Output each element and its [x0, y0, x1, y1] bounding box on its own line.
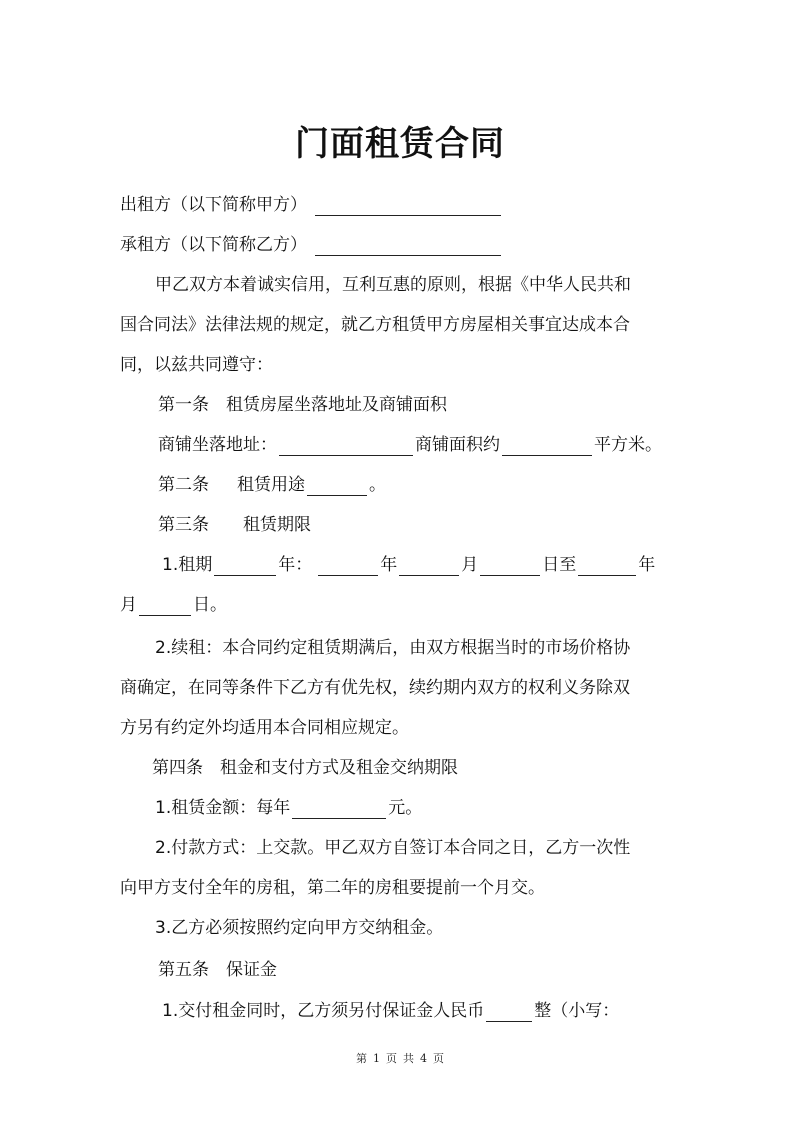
end-day-blank[interactable] — [139, 597, 191, 616]
term-year-unit: 年： — [278, 555, 313, 575]
end-year-blank[interactable] — [578, 557, 636, 576]
term-label: 1.租期 — [162, 555, 213, 575]
renewal-line-1: 2.续租：本合同约定租赁期满后，由双方根据当时的市场价格协 — [155, 638, 631, 658]
end-year-label: 年 — [638, 555, 656, 575]
start-year-blank[interactable] — [318, 557, 378, 576]
lessor-line — [120, 194, 503, 216]
renewal-line-2: 商确定，在同等条件下乙方有优先权，续约期内双方的权利义务除双 — [120, 678, 630, 698]
rent-label: 1.租赁金额：每年 — [155, 798, 291, 818]
article-3-term-line-2 — [120, 594, 227, 616]
area-blank[interactable] — [502, 437, 592, 456]
article-4-item-3: 3.乙方必须按照约定向甲方交纳租金。 — [155, 918, 444, 938]
article-4-heading: 第四条 租金和支付方式及租金交纳期限 — [152, 758, 458, 778]
lessee-label: 承租方（以下简称乙方） — [120, 235, 307, 255]
preamble-line-3: 同，以兹共同遵守： — [120, 355, 273, 375]
payment-line-1: 2.付款方式：上交款。甲乙双方自签订本合同之日，乙方一次性 — [155, 838, 631, 858]
footer-total-word: 共 — [403, 1052, 414, 1065]
article-1-address-line — [158, 434, 662, 456]
end-day-label: 日。 — [193, 595, 227, 615]
article-2-heading: 第二条 — [158, 475, 209, 495]
deposit-lowercase-label: 整（小写： — [534, 1001, 620, 1021]
payment-line-2: 向甲方支付全年的房租，第二年的房租要提前一个月交。 — [120, 878, 545, 898]
deposit-label: 1.交付租金同时，乙方须另付保证金人民币 — [162, 1001, 485, 1021]
start-month-label: 月 — [461, 555, 479, 575]
article-3-term-line — [162, 554, 655, 576]
end-month-label: 月 — [120, 595, 137, 615]
term-years-blank[interactable] — [214, 557, 276, 576]
article-5-heading: 第五条 保证金 — [158, 960, 277, 980]
footer-page-unit: 页 — [386, 1052, 397, 1065]
preamble-line-2: 国合同法》法律法规的规定，就乙方租赁甲方房屋相关事宜达成本合 — [120, 315, 630, 335]
article-2-text: 租赁用途 — [237, 475, 305, 495]
footer-total-number: 4 — [420, 1052, 427, 1065]
article-3-heading: 第三条 租赁期限 — [158, 515, 311, 535]
renewal-line-3: 方另有约定外均适用本合同相应规定。 — [120, 718, 409, 738]
footer-total-unit: 页 — [433, 1052, 444, 1065]
page-title: 门面租赁合同 — [295, 124, 505, 164]
lessor-blank[interactable] — [315, 197, 501, 216]
preamble-line-1: 甲乙双方本着诚实信用，互利互惠的原则，根据《中华人民共和 — [155, 275, 631, 295]
lessee-line — [120, 234, 503, 256]
area-label: 商铺面积约 — [415, 435, 500, 455]
start-month-blank[interactable] — [399, 557, 459, 576]
rent-unit: 元。 — [388, 798, 423, 818]
rent-amount-blank[interactable] — [292, 800, 386, 819]
deposit-line — [162, 1000, 619, 1022]
article-1-heading: 第一条 租赁房屋坐落地址及商铺面积 — [158, 395, 447, 415]
footer-page-word: 第 — [356, 1052, 367, 1065]
address-label: 商铺坐落地址： — [158, 435, 277, 455]
article-2-end: 。 — [369, 475, 386, 495]
deposit-amount-blank[interactable] — [486, 1003, 532, 1022]
start-day-blank[interactable] — [480, 557, 540, 576]
lessee-blank[interactable] — [315, 237, 501, 256]
start-day-to-label: 日至 — [542, 555, 577, 575]
use-blank[interactable] — [307, 477, 367, 496]
area-unit: 平方米。 — [594, 435, 662, 455]
article-2-line — [158, 474, 386, 496]
article-4-rent-line — [155, 797, 422, 819]
lessor-label: 出租方（以下简称甲方） — [120, 195, 307, 215]
page-footer — [0, 1050, 800, 1066]
start-year-label: 年 — [380, 555, 398, 575]
footer-page-number: 1 — [373, 1052, 380, 1065]
address-blank[interactable] — [279, 437, 413, 456]
